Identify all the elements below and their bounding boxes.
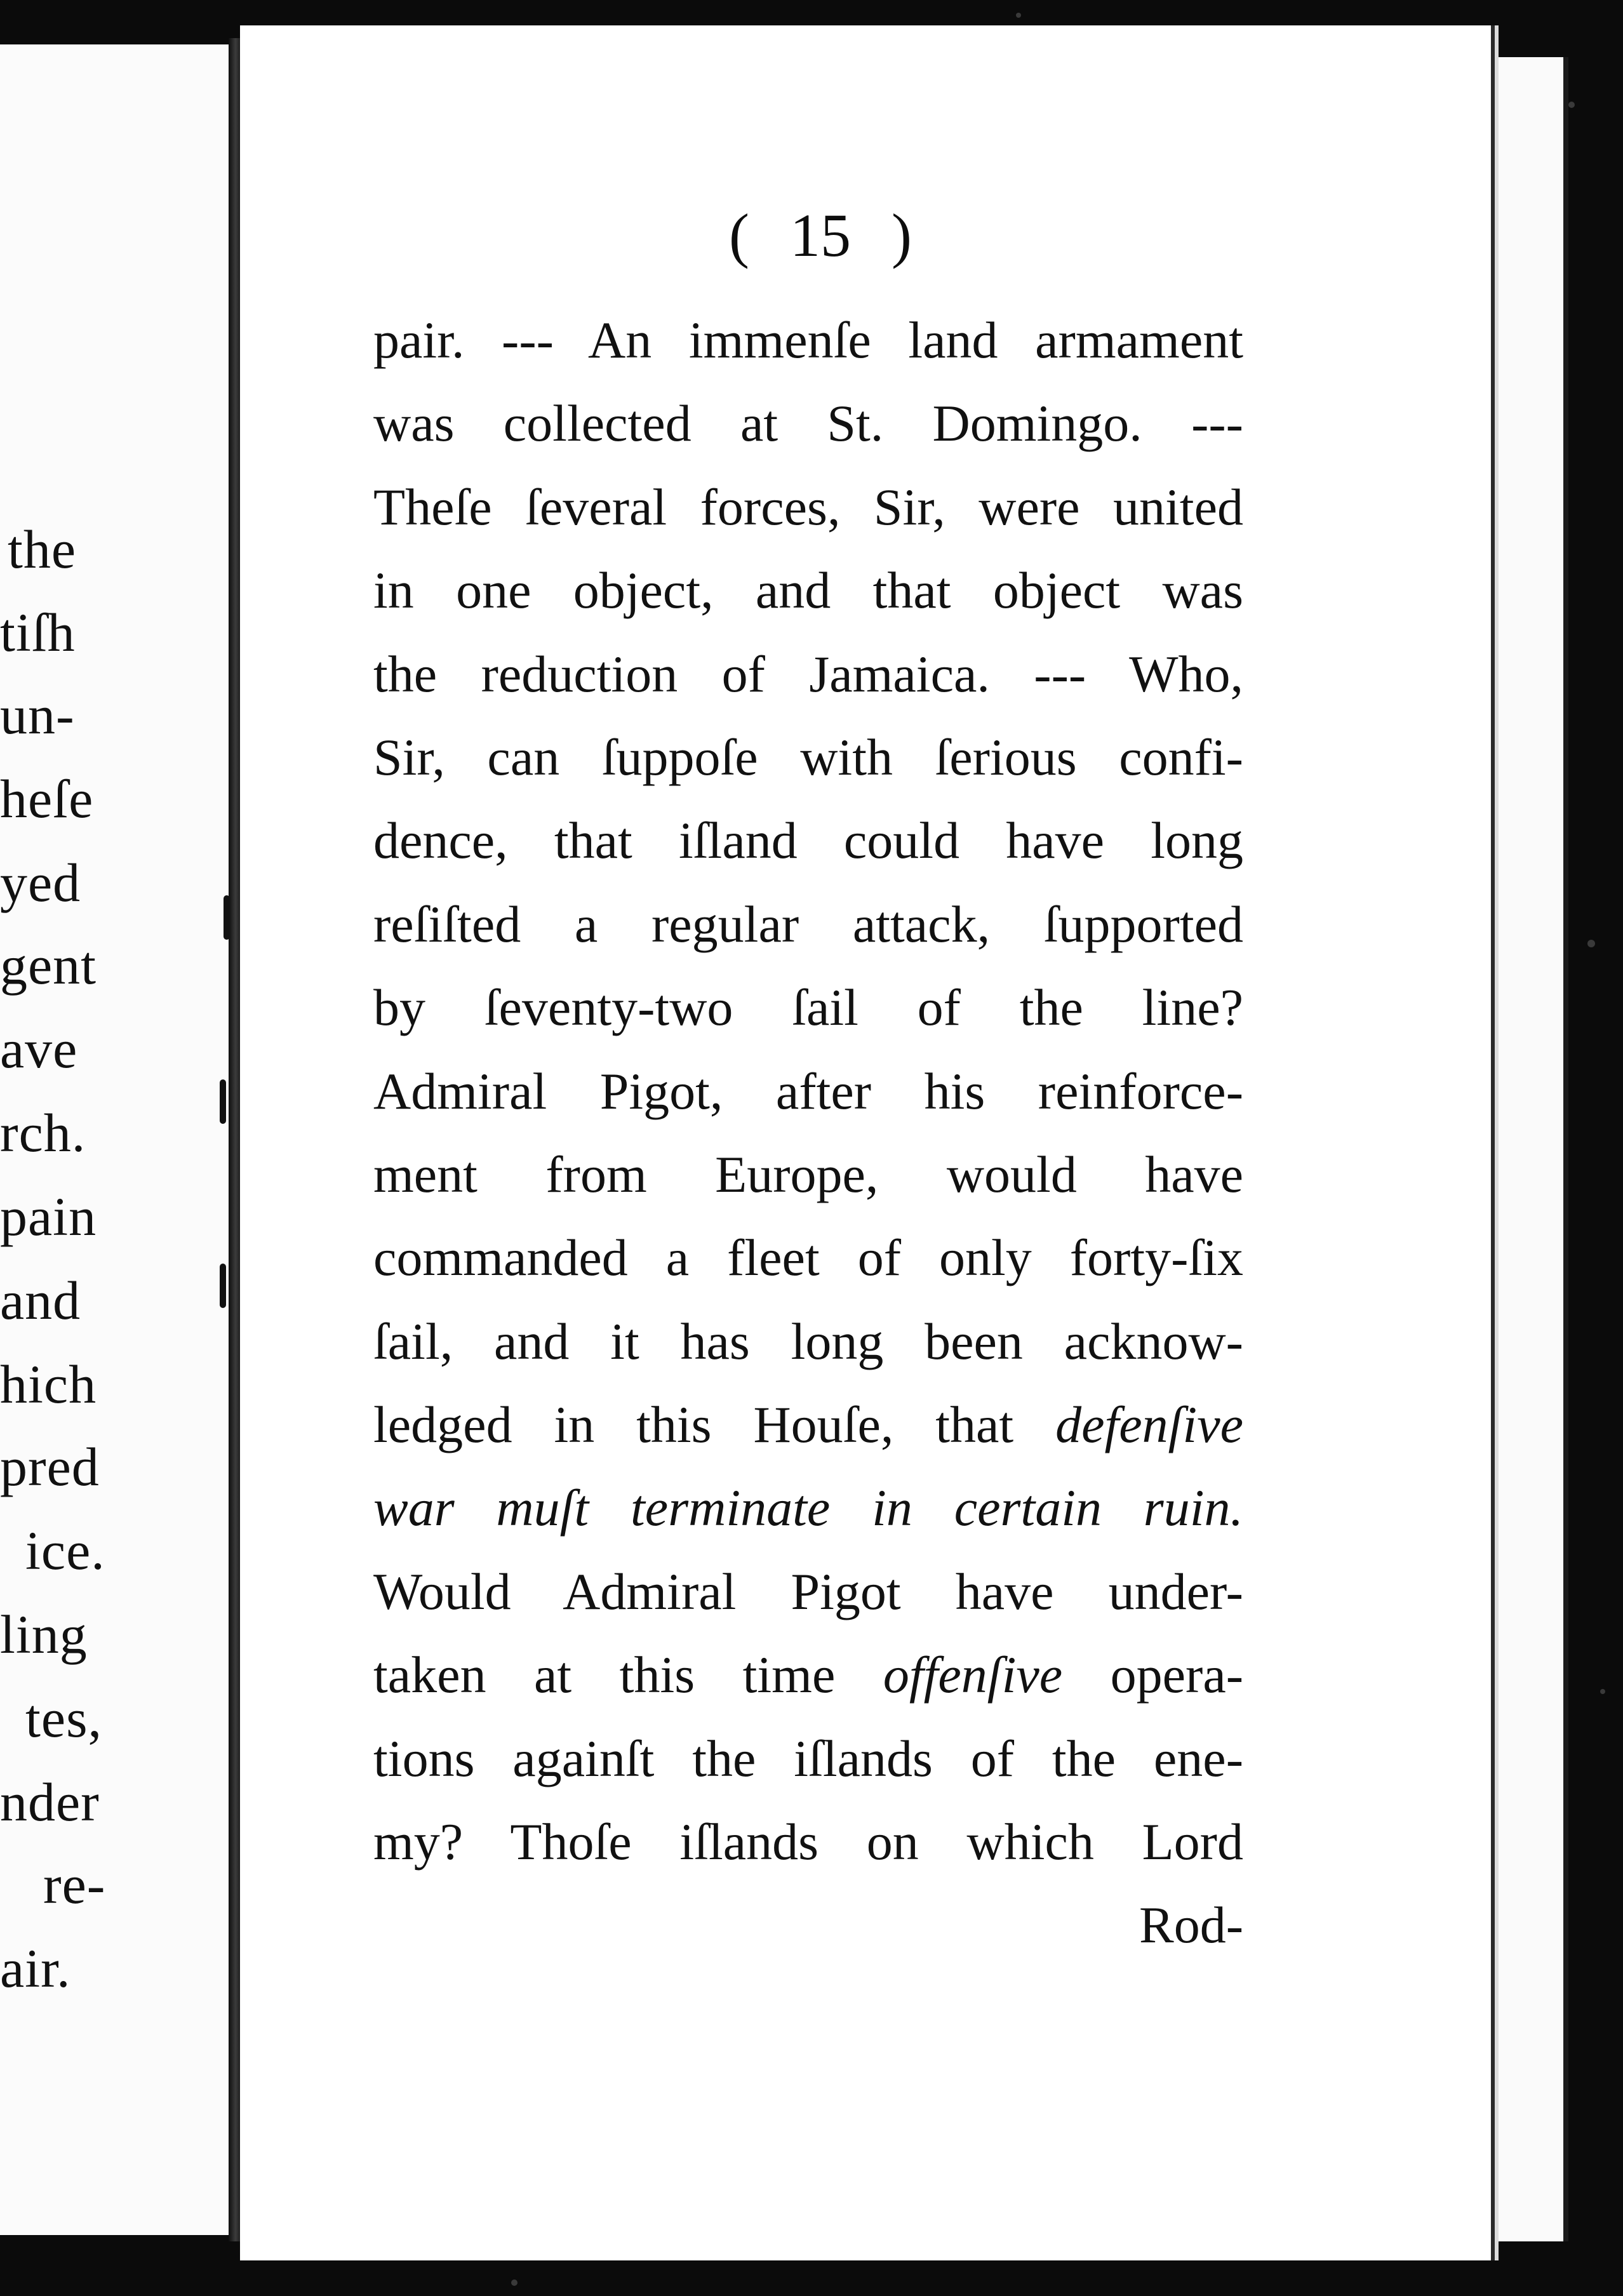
left-line-fragment: and [0,1270,81,1331]
text-line: Sir, can ſuppoſe with ſerious confi- [373,728,1243,786]
left-line-fragment: rch. [0,1102,86,1163]
text-line: the reduction of Jamaica. --- Who, [373,644,1243,703]
text-line-with-italic [373,1633,1243,1716]
left-line-fragment: re- [43,1854,106,1915]
catchword: Rod- [1139,1896,1243,1954]
italic-word: offenſive [883,1646,1063,1704]
text-line-italic [373,1466,1243,1549]
left-line-fragment: ice. [25,1520,105,1581]
left-line-fragment: heſe [0,768,94,829]
facing-page-left [0,44,238,2235]
text-line: Would Admiral Pigot have under- [373,1562,1243,1620]
left-line-fragment: nder [0,1772,100,1832]
scan-speck [1016,13,1021,18]
left-line-fragment: air. [0,1938,71,1999]
binding-thread-mark [224,895,230,940]
text-line: ment from Europe, would have [373,1145,1243,1203]
next-sheet-edge [1495,57,1568,2241]
text-line: commanded a fleet of only forty-ſix [373,1229,1243,1287]
text-line: dence, that iſland could have long [373,811,1243,870]
left-line-fragment: tiſh [0,602,76,663]
left-line-fragment: pred [0,1436,100,1497]
text-segment: taken at this time [373,1646,836,1704]
text-line: ſail, and it has long been acknow- [373,1312,1243,1370]
text-line: reſiſted a regular attack, ſupported [373,895,1243,953]
scan-speck [1587,940,1595,947]
left-line-fragment: ave [0,1018,78,1079]
left-line-fragment: ling [0,1604,88,1665]
left-line-fragment: un- [0,684,75,745]
text-segment: ledged in this Houſe, that [373,1396,1014,1454]
left-line-fragment: pain [0,1186,97,1247]
left-line-fragment: gent [0,935,97,996]
scan-speck [1568,102,1575,108]
left-line-fragment: tes, [25,1688,103,1749]
text-segment: opera- [1110,1646,1244,1704]
text-line: pair. --- An immenſe land armament [373,311,1243,369]
text-line: Theſe ſeveral forces, Sir, were united [373,477,1243,536]
left-line-fragment: hich [0,1354,97,1415]
text-line: in one object, and that object was [373,561,1243,620]
text-line: was collected at St. Domingo. --- [373,394,1243,453]
text-line: by ſeventy-two ſail of the line? [373,978,1243,1037]
text-line: my? Thoſe iſlands on which Lord [373,1813,1243,1871]
page-number: ( 15 ) [729,201,912,269]
text-line: Admiral Pigot, after his reinforce- [373,1062,1243,1120]
binding-thread-mark [220,1264,226,1308]
left-line-fragment: the [8,519,77,580]
text-line-with-italic [373,1383,1243,1466]
facing-page-crop [0,44,232,2235]
body-text [373,298,1243,1967]
binding-thread-mark [220,1079,226,1124]
italic-word: defenſive [1055,1396,1243,1454]
text-line: tions againſt the iſlands of the ene- [373,1729,1243,1787]
left-line-fragment: yed [0,852,81,913]
scan-speck [1600,1689,1605,1694]
scan-speck [511,2279,518,2286]
italic-phrase: war muſt terminate in certain ruin. [373,1479,1243,1537]
